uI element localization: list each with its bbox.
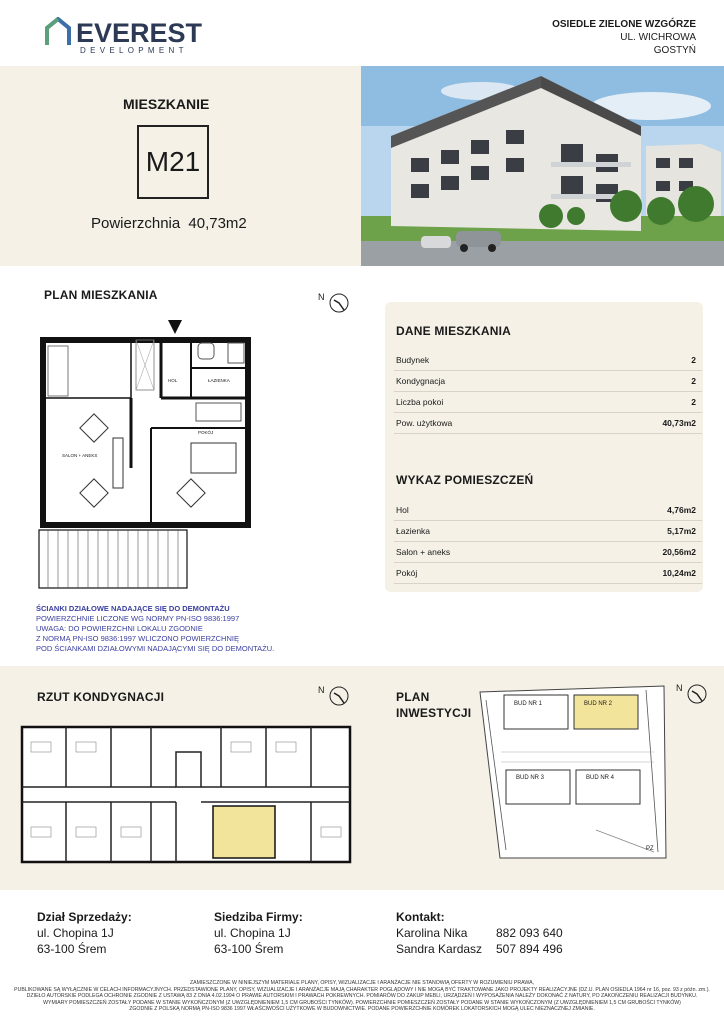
site-plan: [476, 680, 672, 865]
label-hol: HOL: [168, 378, 178, 383]
contact-phone[interactable]: 507 894 496: [496, 942, 563, 956]
contact-hq: [214, 909, 303, 957]
unit-code-box: [137, 125, 209, 199]
apartment-plan: [36, 318, 266, 598]
rooms-row: Pokój 10,24m2: [394, 563, 702, 584]
disclaimer: [8, 980, 716, 1013]
compass-icon: [328, 292, 350, 314]
compass-icon: [686, 683, 708, 705]
north-label: N: [676, 683, 683, 693]
details-row: Pow. użytkowa 40,73m2: [394, 413, 702, 434]
info-panel: [385, 302, 703, 592]
contact-phone[interactable]: 882 093 640: [496, 926, 563, 940]
unit-heading: MIESZKANIE: [123, 96, 210, 112]
floor-north: [318, 683, 352, 707]
unit-area: [91, 215, 247, 232]
note-line: POWIERZCHNIE LICZONE WG NORMY PN-ISO 9836:1997: [36, 614, 240, 623]
disclaimer-line: ZAMIESZCZONE W NINIEJSZYM MATERIALE PLANY, OPISY, WIZUALIZACJE I ARANŻACJE NIE STANOWIĄ OFERTY W ROZUMIENIU PRAWA,: [189, 980, 535, 986]
area-value: 40,73m2: [188, 215, 247, 232]
contact-people: [396, 909, 696, 957]
site-building-3: BUD NR 3: [516, 775, 545, 781]
rooms-row: Salon + aneks 20,56m2: [394, 542, 702, 563]
compass-icon: [328, 685, 350, 707]
note-line: Z NORMĄ PN-ISO 9836:1997 WLICZONO POWIERZCHNIĘ: [36, 634, 239, 643]
note-line: UWAGA: DO POWIERZCHNI LOKALU ZGODNIE: [36, 624, 203, 633]
brand-name: EVEREST: [76, 18, 203, 48]
site-building-1: BUD NR 1: [514, 701, 543, 707]
north-label: N: [318, 292, 325, 302]
note-line: ŚCIANKI DZIAŁOWE NADAJĄCE SIĘ DO DEMONTAŻU: [36, 604, 230, 613]
site-title-1: PLAN: [396, 690, 430, 704]
contact-title: Kontakt:: [396, 910, 445, 924]
location-estate: OSIEDLE ZIELONE WZGÓRZE: [552, 19, 696, 30]
sales-l2: 63-100 Śrem: [37, 942, 107, 956]
details-row: Liczba pokoi 2: [394, 392, 702, 413]
sales-l1: ul. Chopina 1J: [37, 926, 114, 940]
label-salon: SALON + ANEKS: [62, 453, 98, 458]
rooms-row: Łazienka 5,17m2: [394, 521, 702, 542]
entrance-arrow: [168, 320, 182, 334]
rooms-row: Hol 4,76m2: [394, 500, 702, 521]
details-row: Kondygnacja 2: [394, 371, 702, 392]
site-building-4: BUD NR 4: [586, 775, 615, 781]
contact-name: Sandra Kardasz: [396, 942, 483, 956]
site-pz: PZ: [646, 846, 654, 852]
brand-sub: DEVELOPMENT: [80, 46, 188, 55]
hq-l2: 63-100 Śrem: [214, 942, 284, 956]
north-label: N: [318, 685, 325, 695]
site-north: [676, 681, 710, 705]
disclaimer-line: PUBLIKOWANE SĄ WYŁĄCZNIE W CELACH INFORMACYJNYCH. PRZEDSTAWIONE PLANY, OPISY, WIZUALIZACJE I ARANŻACJE MAJĄ CHARAKTER POGLĄDOWY I NIE MOGĄ BYĆ TRAKTOWANE JAKO PROJEKTY REALIZACYJNE (DZ.U. PLAN OSIEDLA 1964 nr 16, poz. 93 z późn. zm.).: [14, 986, 710, 993]
hq-l1: ul. Chopina 1J: [214, 926, 291, 940]
header: [0, 0, 724, 66]
rooms-title: WYKAZ POMIESZCZEŃ: [396, 473, 534, 487]
floor-title: RZUT KONDYGNACJI: [37, 690, 165, 704]
logo-mark: [44, 17, 72, 47]
details-row: Budynek 2: [394, 350, 702, 371]
sales-title: Dział Sprzedaży:: [37, 910, 132, 924]
note-line: POD ŚCIANKAMI DZIAŁOWYMI NADAJĄCYMI SIĘ DO DEMONTAŻU.: [36, 644, 275, 653]
area-label: Powierzchnia: [91, 215, 181, 232]
disclaimer-line: WYMIARY POMIESZCZEŃ ZOSTAŁY PODANE W STANIE WYKOŃCZONYM (Z UWZGLĘDNIENIEM 1,5 CM GRUBOŚCI TYNKÓW). POWIERZCHNIE POMIESZCZEŃ ZOSTAŁY PODANE W STANIE WYKOŃCZONYM (Z UWZGLĘDNIENIEM 1,5 CM GRUBOŚCI TYNKÓW): [43, 999, 681, 1006]
disclaimer-line: DZIEŁO AUTORSKIE PODLEGA OCHRONIE ZGODNIE Z USTAWĄ 83 Z DNIA 4.02.1994 O PRAWIE AUTORSKIM I PRAWACH POKREWNYCH. POMIARÓW DO ZAKUP MEBLI, URZĄDZEŃ I WYPOSAŻENIA NALEŻY DOKONAĆ Z NATURY, PO ZAKOŃCZENIU REALIZACJI BUDYNKU.: [26, 993, 698, 1000]
label-lazienka: ŁAZIENKA: [208, 378, 230, 383]
label-pokoj: POKÓJ: [198, 430, 214, 435]
hq-title: Siedziba Firmy:: [214, 910, 303, 924]
site-title-2: INWESTYCJI: [396, 706, 472, 720]
contact-sales: [37, 909, 132, 957]
site-building-2: BUD NR 2: [584, 701, 613, 707]
location-city: GOSTYŃ: [653, 45, 696, 56]
location-street: UL. WICHROWA: [620, 32, 696, 43]
plan-title: PLAN MIESZKANIA: [44, 288, 158, 302]
building-visualization: [361, 66, 724, 266]
floor-plan: [16, 722, 356, 867]
rooms-table: [394, 500, 702, 584]
contact-name: Karolina Nika: [396, 926, 468, 940]
disclaimer-line: ZGODNIE Z POLSKĄ NORMĄ PN-ISO 9836 1997 WŁAŚCIWOŚCI UŻYTKOWE W BUDOWNICTWIE. PODANE POWIERZCHNIE KOMÓREK LOKATORSKICH MOGĄ ULEC NIEZNACZNEJ ZMIANIE.: [129, 1006, 595, 1013]
plan-north: [318, 290, 352, 314]
details-table: [394, 350, 702, 434]
plan-notes: [36, 604, 336, 654]
unit-code: M21: [145, 146, 201, 177]
details-title: DANE MIESZKANIA: [396, 324, 512, 338]
